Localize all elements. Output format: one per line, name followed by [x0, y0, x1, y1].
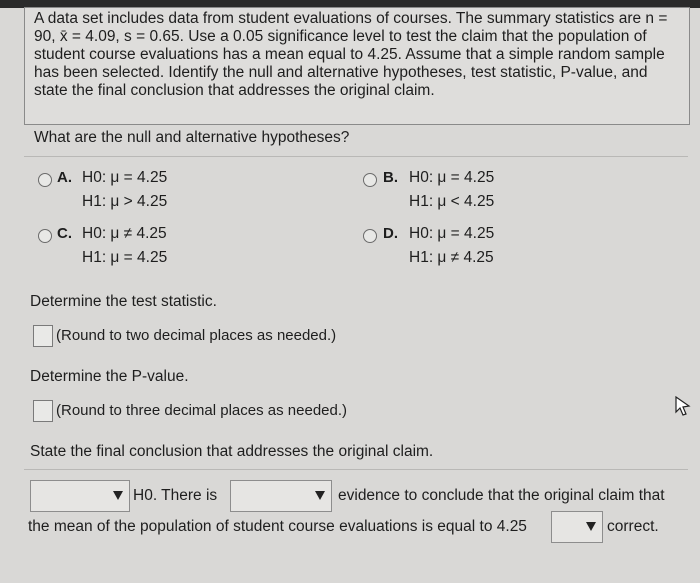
option-letter: C.: [57, 225, 72, 242]
radio-option-c[interactable]: [38, 229, 52, 243]
h0-there-is-text: H0. There is: [133, 487, 218, 504]
option-a-h0: H0: μ = 4.25: [82, 169, 168, 186]
option-d-h1: H1: μ ≠ 4.25: [409, 249, 494, 266]
radio-option-a[interactable]: [38, 173, 52, 187]
test-statistic-hint: (Round to two decimal places as needed.): [56, 327, 337, 344]
conclusion-question: State the final conclusion that addresses the original claim.: [30, 443, 434, 460]
option-letter: B.: [383, 169, 398, 186]
radio-option-b[interactable]: [363, 173, 377, 187]
chevron-down-icon: [315, 491, 325, 500]
chevron-down-icon: [586, 522, 596, 531]
option-b-h0: H0: μ = 4.25: [409, 169, 495, 186]
option-c-h0: H0: μ ≠ 4.25: [82, 225, 167, 242]
p-value-question: Determine the P-value.: [30, 368, 189, 385]
correct-text: correct.: [607, 518, 659, 535]
test-statistic-question: Determine the test statistic.: [30, 293, 217, 310]
hypotheses-question: What are the null and alternative hypotheses?: [34, 129, 350, 146]
mouse-cursor-icon: [673, 395, 693, 417]
evidence-text: evidence to conclude that the original claim that: [338, 487, 665, 504]
correctness-dropdown[interactable]: [551, 511, 603, 543]
claim-text: the mean of the population of student course evaluations is equal to 4.25: [28, 518, 527, 535]
option-b-h1: H1: μ < 4.25: [409, 193, 495, 210]
reject-decision-dropdown[interactable]: [30, 480, 130, 512]
option-c-h1: H1: μ = 4.25: [82, 249, 168, 266]
chevron-down-icon: [113, 491, 123, 500]
evidence-level-dropdown[interactable]: [230, 480, 332, 512]
p-value-input[interactable]: [33, 400, 53, 422]
p-value-hint: (Round to three decimal places as needed.): [56, 402, 348, 419]
option-d-h0: H0: μ = 4.25: [409, 225, 495, 242]
radio-option-d[interactable]: [363, 229, 377, 243]
problem-statement: A data set includes data from student evaluations of courses. The summary statistics are n = 90, x̄ = 4.09, s = 0.65. Use a 0.05 significance level to test the claim that the population of student course evaluations has a mean equal to 4.25. Assume that a simple random sample has been selected. Identify the null and alternative hypotheses, test statistic, P-value, and state the final conclusion that addresses the original claim.: [34, 10, 668, 99]
option-letter: A.: [57, 169, 72, 186]
option-a-h1: H1: μ > 4.25: [82, 193, 168, 210]
option-letter: D.: [383, 225, 398, 242]
divider: [24, 469, 688, 470]
divider: [24, 156, 688, 157]
test-statistic-input[interactable]: [33, 325, 53, 347]
